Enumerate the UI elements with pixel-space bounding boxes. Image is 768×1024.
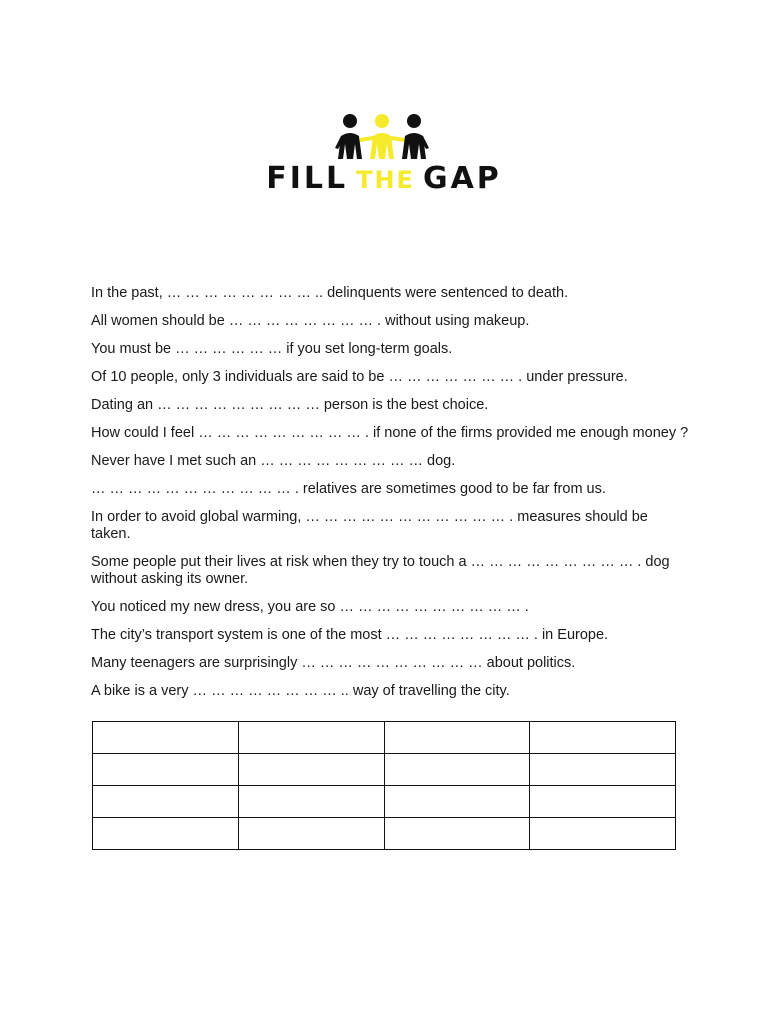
sentence-item: Some people put their lives at risk when they try to touch a … … … … … … … … … . dog without asking its owner. xyxy=(91,554,670,587)
table-cell xyxy=(384,818,530,850)
sentence-item: You noticed my new dress, you are so … … … … … … … … … … . xyxy=(91,599,529,615)
person-left-icon xyxy=(335,114,362,159)
sentence-item: All women should be … … … … … … … … . without using makeup. xyxy=(91,313,530,329)
table-cell xyxy=(384,786,530,818)
word-table xyxy=(92,721,676,850)
sentence-item: The city’s transport system is one of the most … … … … … … … … . in Europe. xyxy=(91,627,609,643)
title-word-the: THE xyxy=(356,166,415,194)
sentence-item: Many teenagers are surprisingly … … … … … … … … … … about politics. xyxy=(91,655,576,671)
sentence-item: Of 10 people, only 3 individuals are said to be … … … … … … … . under pressure. xyxy=(91,369,628,385)
table-cell xyxy=(530,754,676,786)
title-word-fill: FILL xyxy=(266,161,349,196)
page-title xyxy=(0,162,768,197)
table-cell xyxy=(384,754,530,786)
table-cell xyxy=(93,818,239,850)
person-middle-icon xyxy=(359,114,405,159)
sentence-item: In the past, … … … … … … … … .. delinquents were sentenced to death. xyxy=(91,285,569,301)
sentence-item: Never have I met such an … … … … … … … … … dog. xyxy=(91,453,456,469)
sentence-item: … … … … … … … … … … … . relatives are sometimes good to be far from us. xyxy=(91,481,606,497)
sentence-item: In order to avoid global warming, … … … … … … … … … … … . measures should be taken. xyxy=(91,509,648,542)
sentence-item: A bike is a very … … … … … … … … .. way of travelling the city. xyxy=(91,683,510,699)
table-row xyxy=(93,786,676,818)
sentence-item: How could I feel … … … … … … … … … . if none of the firms provided me enough money ? xyxy=(91,425,689,441)
table-cell xyxy=(384,722,530,754)
table-cell xyxy=(530,722,676,754)
table-cell xyxy=(530,786,676,818)
table-cell xyxy=(238,722,384,754)
table-cell xyxy=(238,754,384,786)
table-cell xyxy=(93,754,239,786)
title-word-gap: GAP xyxy=(422,161,502,196)
sentence-list xyxy=(91,285,691,711)
table-cell xyxy=(93,722,239,754)
table-cell xyxy=(93,786,239,818)
three-people-icon xyxy=(334,112,430,162)
person-right-icon xyxy=(402,114,429,159)
table-row xyxy=(93,818,676,850)
table-row xyxy=(93,722,676,754)
table-cell xyxy=(530,818,676,850)
sentence-item: Dating an … … … … … … … … … person is the best choice. xyxy=(91,397,489,413)
table-cell xyxy=(238,786,384,818)
logo xyxy=(0,112,768,222)
sentence-item: You must be … … … … … … if you set long-term goals. xyxy=(91,341,453,357)
table-cell xyxy=(238,818,384,850)
table-row xyxy=(93,754,676,786)
